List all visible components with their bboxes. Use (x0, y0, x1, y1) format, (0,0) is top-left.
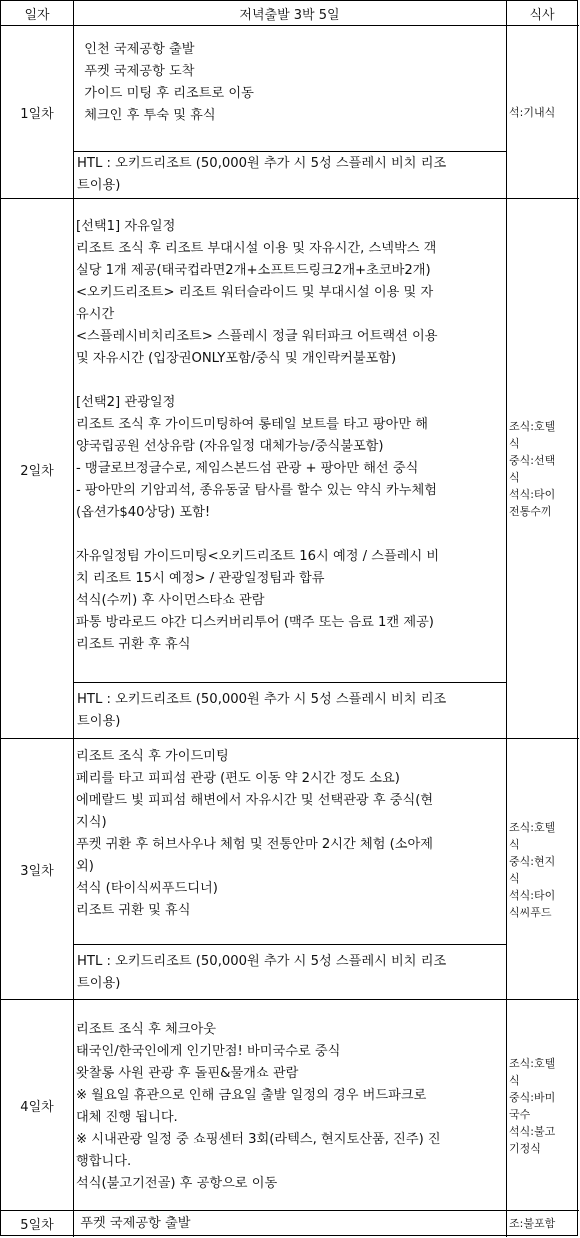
day-hotel: HTL : 오키드리조트 (50,000원 추가 시 5성 스플레시 비치 리조 트이용) (77, 953, 447, 991)
row-divider (1, 1210, 579, 1211)
row-divider (1, 198, 579, 199)
day-label: 4일차 (20, 1100, 54, 1115)
day-label: 1일차 (20, 107, 54, 122)
day-meal: 조:불포함 (509, 1217, 556, 1230)
hotel-divider (73, 944, 506, 945)
column-divider (506, 1, 507, 1237)
header-title: 저녁출발 3박 5일 (239, 8, 340, 23)
day-label: 3일차 (20, 864, 54, 879)
header-day: 일자 (24, 8, 50, 23)
day-meal: 조식:호텔 식 중식:선택 식 석식:타이 전통수끼 (509, 420, 556, 518)
day-label: 2일차 (20, 463, 54, 479)
row-divider (1, 25, 579, 26)
row-divider (1, 738, 579, 739)
day-schedule: 푸켓 국제공항 출발 (76, 1216, 191, 1231)
day-schedule: 리조트 조식 후 체크아웃 태국인/한국인에게 인기만점! 바미국수로 중식 왓찰롱 사원 관광 후 돌핀&물개쇼 관람 ※ 월요일 휴관으로 인해 금요일 출발 일정의 경우 버드파크로 대체 진행 됩니다. ※ 시내관광 일정 중 쇼핑센터 3회(라텍스, 현지토산품, 진주) 진 행합니다. 석식(불고기전골) 후 공항으로 이동 (76, 1022, 441, 1191)
day-hotel: HTL : 오키드리조트 (50,000원 추가 시 5성 스플레시 비치 리조 트이용) (77, 156, 447, 193)
day-schedule: [선택1] 자유일정 리조트 조식 후 리조트 부대시설 이용 및 자유시간, 스넥박스 객 실당 1개 제공(태국컵라면2개+소프트드링크2개+초코바2개) <오키드리조트> 리조트 워터슬라이드 및 부대시설 이용 및 자 유시간 <스플레시비치리조트> 스플레시 정글 워터파크 어트랙션 이용 및 자유시간 (입장권ONLY포함/중식 및 개인락커불포함) [선택2] 관광일정 리조트 조식 후 가이드미팅하여 롱테일 보트를 타고 팡아만 해 양국립공원 선상유람 (자유일정 대체가능/중식불포함) - 맹글로브정글수로, 제임스본드섬 관광 + 팡아만 해선 중식 - 팡아만의 기암괴석, 종유동굴 탐사를 할수 있는 약식 카누체험 (옵션가$40상당) 포함! 자유일정팀 가이드미팅<오키드리조트 16시 예정 / 스플레시 비 치 리조트 15시 예정> / 관광일정팀과 합류 석식(수끼) 후 사이먼스타쇼 관람 파통 방라로드 야간 디스커버리투어 (맥주 또는 음료 1캔 제공) 리조트 귀환 후 휴식 (76, 219, 440, 652)
row-divider (1, 999, 579, 1000)
day-meal: 석:기내식 (509, 106, 556, 119)
header-meal: 식사 (529, 8, 555, 23)
column-divider (73, 1, 74, 1237)
hotel-divider (73, 151, 506, 152)
day-meal: 조식:호텔 식 중식:바미 국수 석식:불고 기정식 (509, 1056, 556, 1155)
day-schedule: 리조트 조식 후 가이드미팅 페리를 타고 피피섬 관광 (편도 이동 약 2시간 정도 소요) 에메랄드 빛 피피섬 해변에서 자유시간 및 선택관광 후 중식(현 지식) 푸켓 귀환 후 허브사우나 체험 및 전통안마 2시간 체험 (소아제 외) 석식 (타이식씨푸드디너) 리조트 귀환 및 휴식 (76, 749, 434, 918)
day-hotel: HTL : 오키드리조트 (50,000원 추가 시 5성 스플레시 비치 리조 트이용) (77, 692, 447, 729)
day-label: 5일차 (20, 1218, 54, 1233)
day-meal: 조식:호텔 식 중식:현지 식 석식:타이 식씨푸드 (509, 820, 556, 919)
hotel-divider (73, 682, 506, 683)
day-schedule: 인천 국제공항 출발 푸켓 국제공항 도착 가이드 미팅 후 리조트로 이동 체크인 후 투숙 및 휴식 (84, 42, 254, 123)
